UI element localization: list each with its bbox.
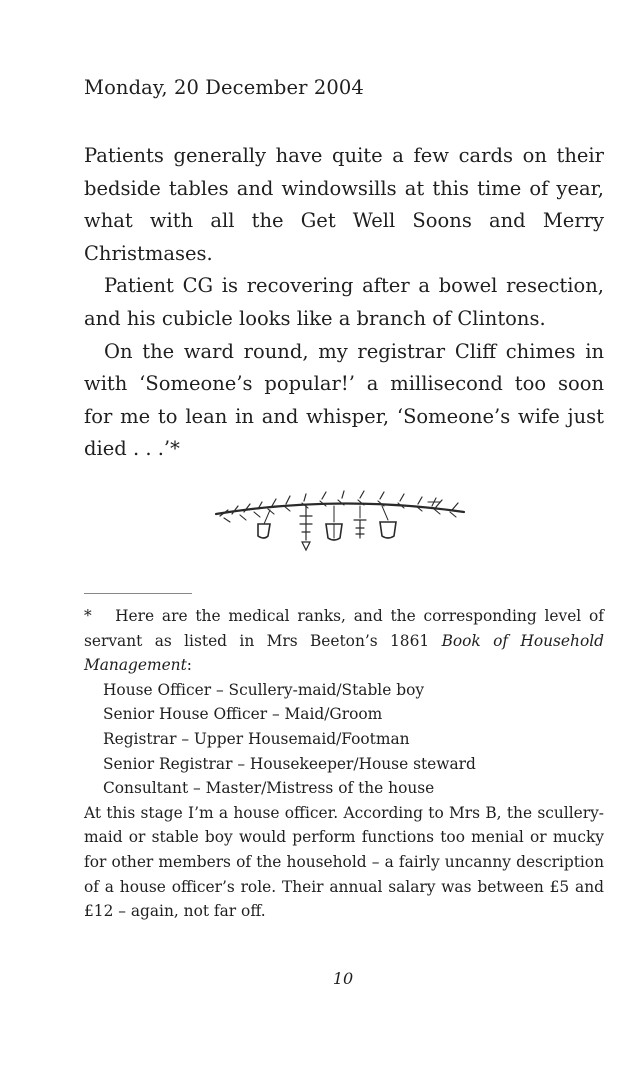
diary-entry	[84, 140, 604, 466]
footnote-divider	[84, 593, 192, 594]
footnote-intro-text: Here are the medical ranks, and the corresponding level of servant as listed in Mrs Beeton’s 1861	[84, 607, 604, 650]
rank-item: Senior Registrar – Housekeeper/House steward	[103, 754, 476, 773]
paragraph: Patients generally have quite a few cards on their bedside tables and windowsills at this time of year, what with all the Get Well Soons and Merry Christmases.	[84, 144, 604, 265]
footnote-closing: At this stage I’m a house officer. According to Mrs B, the scullery-maid or stable boy would perform functions too menial or mucky for other members of the household – a fairly uncanny description of a house officer’s role. Their annual salary was between £5 and £12 – again, not far off.	[84, 803, 604, 921]
rank-item: Senior House Officer – Maid/Groom	[103, 705, 383, 724]
rank-item: Registrar – Upper Housemaid/Footman	[103, 729, 410, 748]
paragraph: Patient CG is recovering after a bowel resection, and his cubicle looks like a branch of Clintons.	[84, 274, 604, 330]
rank-item: House Officer – Scullery-maid/Stable boy	[103, 680, 425, 699]
page-number: 10	[332, 969, 354, 988]
footnote	[84, 604, 604, 924]
book-title: Book of Household Management	[84, 631, 604, 675]
paragraph: On the ward round, my registrar Cliff chimes in with ‘Someone’s popular!’ a millisecond too soon for me to lean in and whisper, ‘Someone’s wife just died . . .’*	[84, 339, 604, 461]
rank-list	[84, 678, 604, 801]
footnote-intro	[84, 604, 604, 678]
date-heading: Monday, 20 December 2004	[84, 76, 364, 99]
rank-item: Consultant – Master/Mistress of the house	[103, 779, 435, 798]
footnote-intro-end: :	[186, 656, 192, 675]
christmas-garland-with-bells-icon	[214, 484, 466, 564]
footnote-marker: *	[84, 607, 92, 625]
